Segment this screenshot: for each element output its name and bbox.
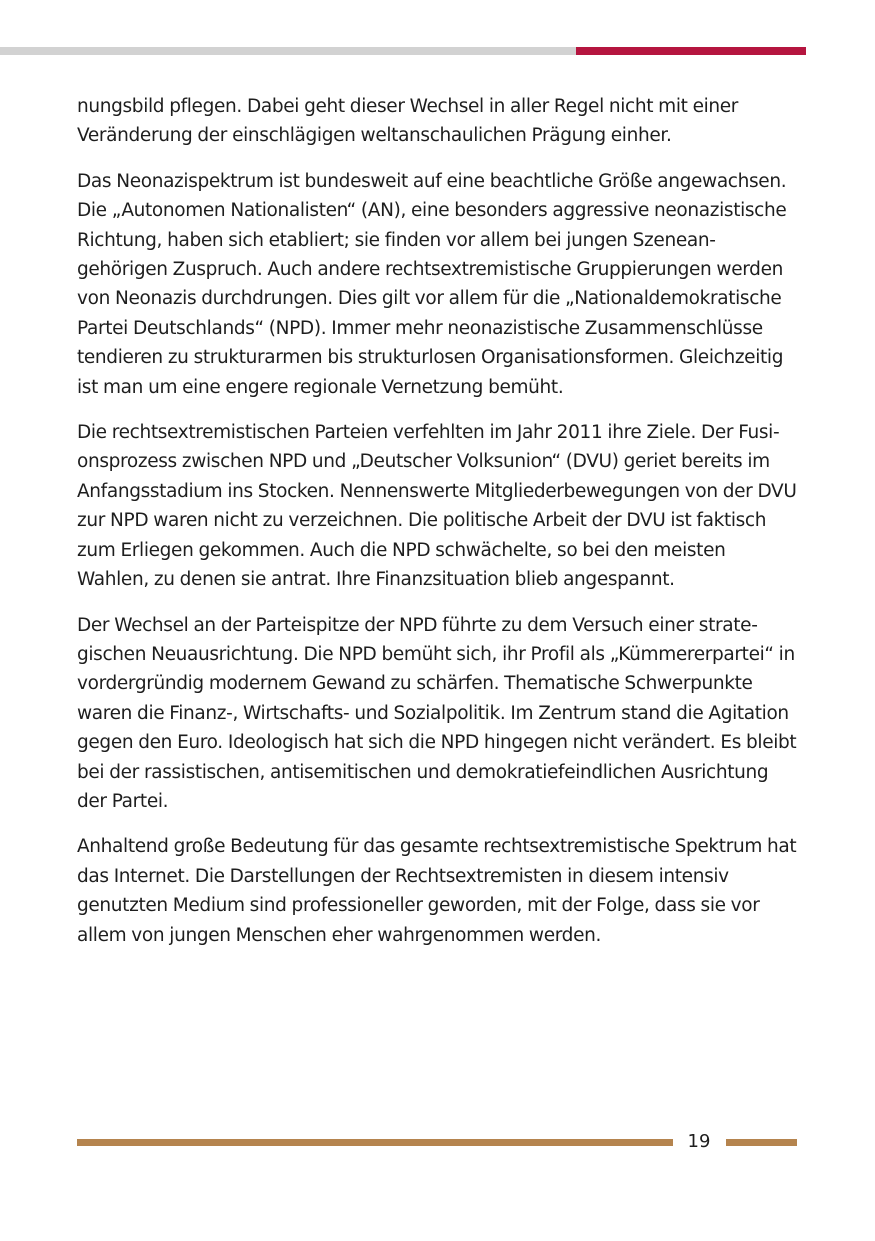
paragraph-1: nungsbild pflegen. Dabei geht dieser Wechsel in aller Regel nicht mit einer Veränderung der einschlägigen weltanschaulichen Prägung einher. bbox=[77, 96, 739, 147]
header-rule-accent bbox=[576, 47, 806, 55]
paragraph-5: Anhaltend große Bedeutung für das gesamte rechtsextremistische Spektrum hat das Internet. Die Darstellungen der Rechtsextremisten in diesem intensiv genutzten Medium sind professioneller geworden, mit der Folge, dass sie vor allem von jungen Menschen eher wahrgenommen werden. bbox=[77, 836, 797, 946]
header-rule-gray bbox=[0, 47, 576, 55]
paragraph-4: Der Wechsel an der Parteispitze der NPD führte zu dem Versuch einer strategischen Neuausrichtung. Die NPD bemüht sich, ihr Profil als „Kümmererpartei“ in vordergründig modernem Gewand zu schärfen. Thematische Schwerpunkte waren die Finanz-, Wirtschafts- und Sozialpolitik. Im Zentrum stand die Agitation gegen den Euro. Ideologisch hat sich die NPD hingegen nicht verändert. Es bleibt bei der rassistischen, antisemitischen und demokratiefeindlichen Ausrichtung der Partei. bbox=[77, 614, 797, 812]
paragraph-3: Die rechtsextremistischen Parteien verfehlten im Jahr 2011 ihre Ziele. Der Fusionsprozess zwischen NPD und „Deutscher Volksunion“ (DVU) geriet bereits im Anfangsstadium ins Stocken. Nennenswerte Mitgliederbewegungen von der DVU zur NPD waren nicht zu verzeichnen. Die politische Arbeit der DVU ist faktisch zum Erliegen gekommen. Auch die NPD schwächelte, so bei den meisten Wahlen, zu denen sie antrat. Ihre Finanzsituation blieb angespannt. bbox=[77, 422, 797, 591]
paragraph-2: Das Neonazispektrum ist bundesweit auf eine beachtliche Größe angewachsen. Die „Autonomen Nationalisten“ (AN), eine besonders aggressive neonazistische Richtung, haben sich etabliert; sie finden vor allem bei jungen Szeneangehörigen Zuspruch. Auch andere rechtsextremistische Gruppierungen werden von Neonazis durchdrungen. Dies gilt vor allem für die „Nationaldemokratische Partei Deutschlands“ (NPD). Immer mehr neonazistische Zusammenschlüsse tendieren zu strukturarmen bis strukturlosen Organisationsformen. Gleichzeitig ist man um eine engere regionale Vernetzung bemüht. bbox=[77, 170, 787, 398]
page-number: 19 bbox=[687, 1131, 711, 1152]
footer-rule-left bbox=[77, 1139, 673, 1146]
body-text bbox=[77, 92, 799, 966]
footer-rule-right bbox=[726, 1139, 797, 1146]
